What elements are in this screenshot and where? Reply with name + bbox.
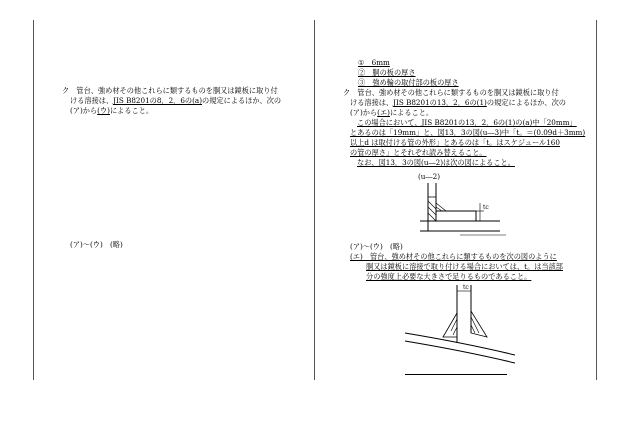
right-line2-pre: ける溶接は、 <box>350 98 394 107</box>
item-e-line2: 胴又は鏡板に溶接で取り付ける場合においては、t。は当該部 <box>366 262 563 271</box>
right-margin-rule <box>596 20 597 380</box>
replace-paragraph-line1: この場合において、JIS B8201の13．2．6の(1)の(a)中「20mm」 <box>357 118 577 127</box>
left-margin-rule <box>33 20 34 380</box>
left-line3-post: によること。 <box>109 106 154 115</box>
left-line2-post: の規定によるほか、次の <box>202 96 282 105</box>
right-line3-pre: (ア)から <box>350 108 378 117</box>
left-line2-pre: ける溶接は、 <box>70 96 114 105</box>
right-line2-post: の規定によるほか、次の <box>486 98 566 107</box>
right-omitted-note: (ア)～(ウ) (略) <box>350 242 403 251</box>
left-item-ku-line3 <box>70 106 153 116</box>
figure-u2-tc-symbol: tc <box>483 204 489 211</box>
right-item-ku-line3 <box>350 108 433 118</box>
left-line3-pre: (ア)から <box>70 106 98 115</box>
left-item-ku-line2 <box>70 96 281 106</box>
right-line3-post: によること。 <box>389 108 434 117</box>
left-item-ku-line1: ク 管台、強め材その他これらに類するものを胴又は鏡板に取り付 <box>62 86 278 95</box>
figure-u2-label: (u―2) <box>418 172 440 181</box>
bottom-rule <box>405 374 507 375</box>
right-item-ku-line1: ク 管台、強め材その他これらに類するものを胴又は鏡板に取り付 <box>343 88 559 97</box>
right-list-item-3: ③ 強め輪の取付部の板の厚さ <box>358 78 459 87</box>
figure-u2-weld-diagram <box>410 183 510 243</box>
replace-paragraph-line3: 以上d は取付ける管の外形」とあるのは「t。はスケジュール160 <box>350 138 560 147</box>
right-item-reference: (エ) <box>377 108 390 117</box>
right-item-ku-line2 <box>350 98 566 108</box>
item-e-line3: 分の強度上必要な大きさで足りるものであること。 <box>366 272 532 281</box>
figure-tc-symbol: tc <box>463 284 469 291</box>
right-jis-reference: JIS B8201の13．2．6の(1) <box>393 98 487 107</box>
right-list-item-2: ② 胴の板の厚さ <box>358 68 416 77</box>
center-divider-rule <box>314 20 315 380</box>
figure-nozzle-weld-diagram <box>405 285 525 360</box>
left-item-reference: (ウ) <box>97 106 110 115</box>
left-jis-reference: JIS B8201の8．2．6の(a) <box>113 96 203 105</box>
left-omitted-note: (ア)～(ウ) (略) <box>70 240 123 249</box>
item-e-line1: (エ) 管台、強め材その他これらに類するものを次の図のように <box>350 252 557 261</box>
replace-paragraph-line5: なお、図13．3の図(u―2)は次の図によること。 <box>357 158 515 167</box>
right-list-item-1: ① 6mm <box>358 58 390 67</box>
replace-paragraph-line4: の管の厚さ」とそれぞれ読み替えること。 <box>350 148 487 157</box>
replace-paragraph-line2: とあるのは「19mm」と、図13．3の図(u―3)中「t。＝(0.09d＋3mm) <box>350 128 586 137</box>
